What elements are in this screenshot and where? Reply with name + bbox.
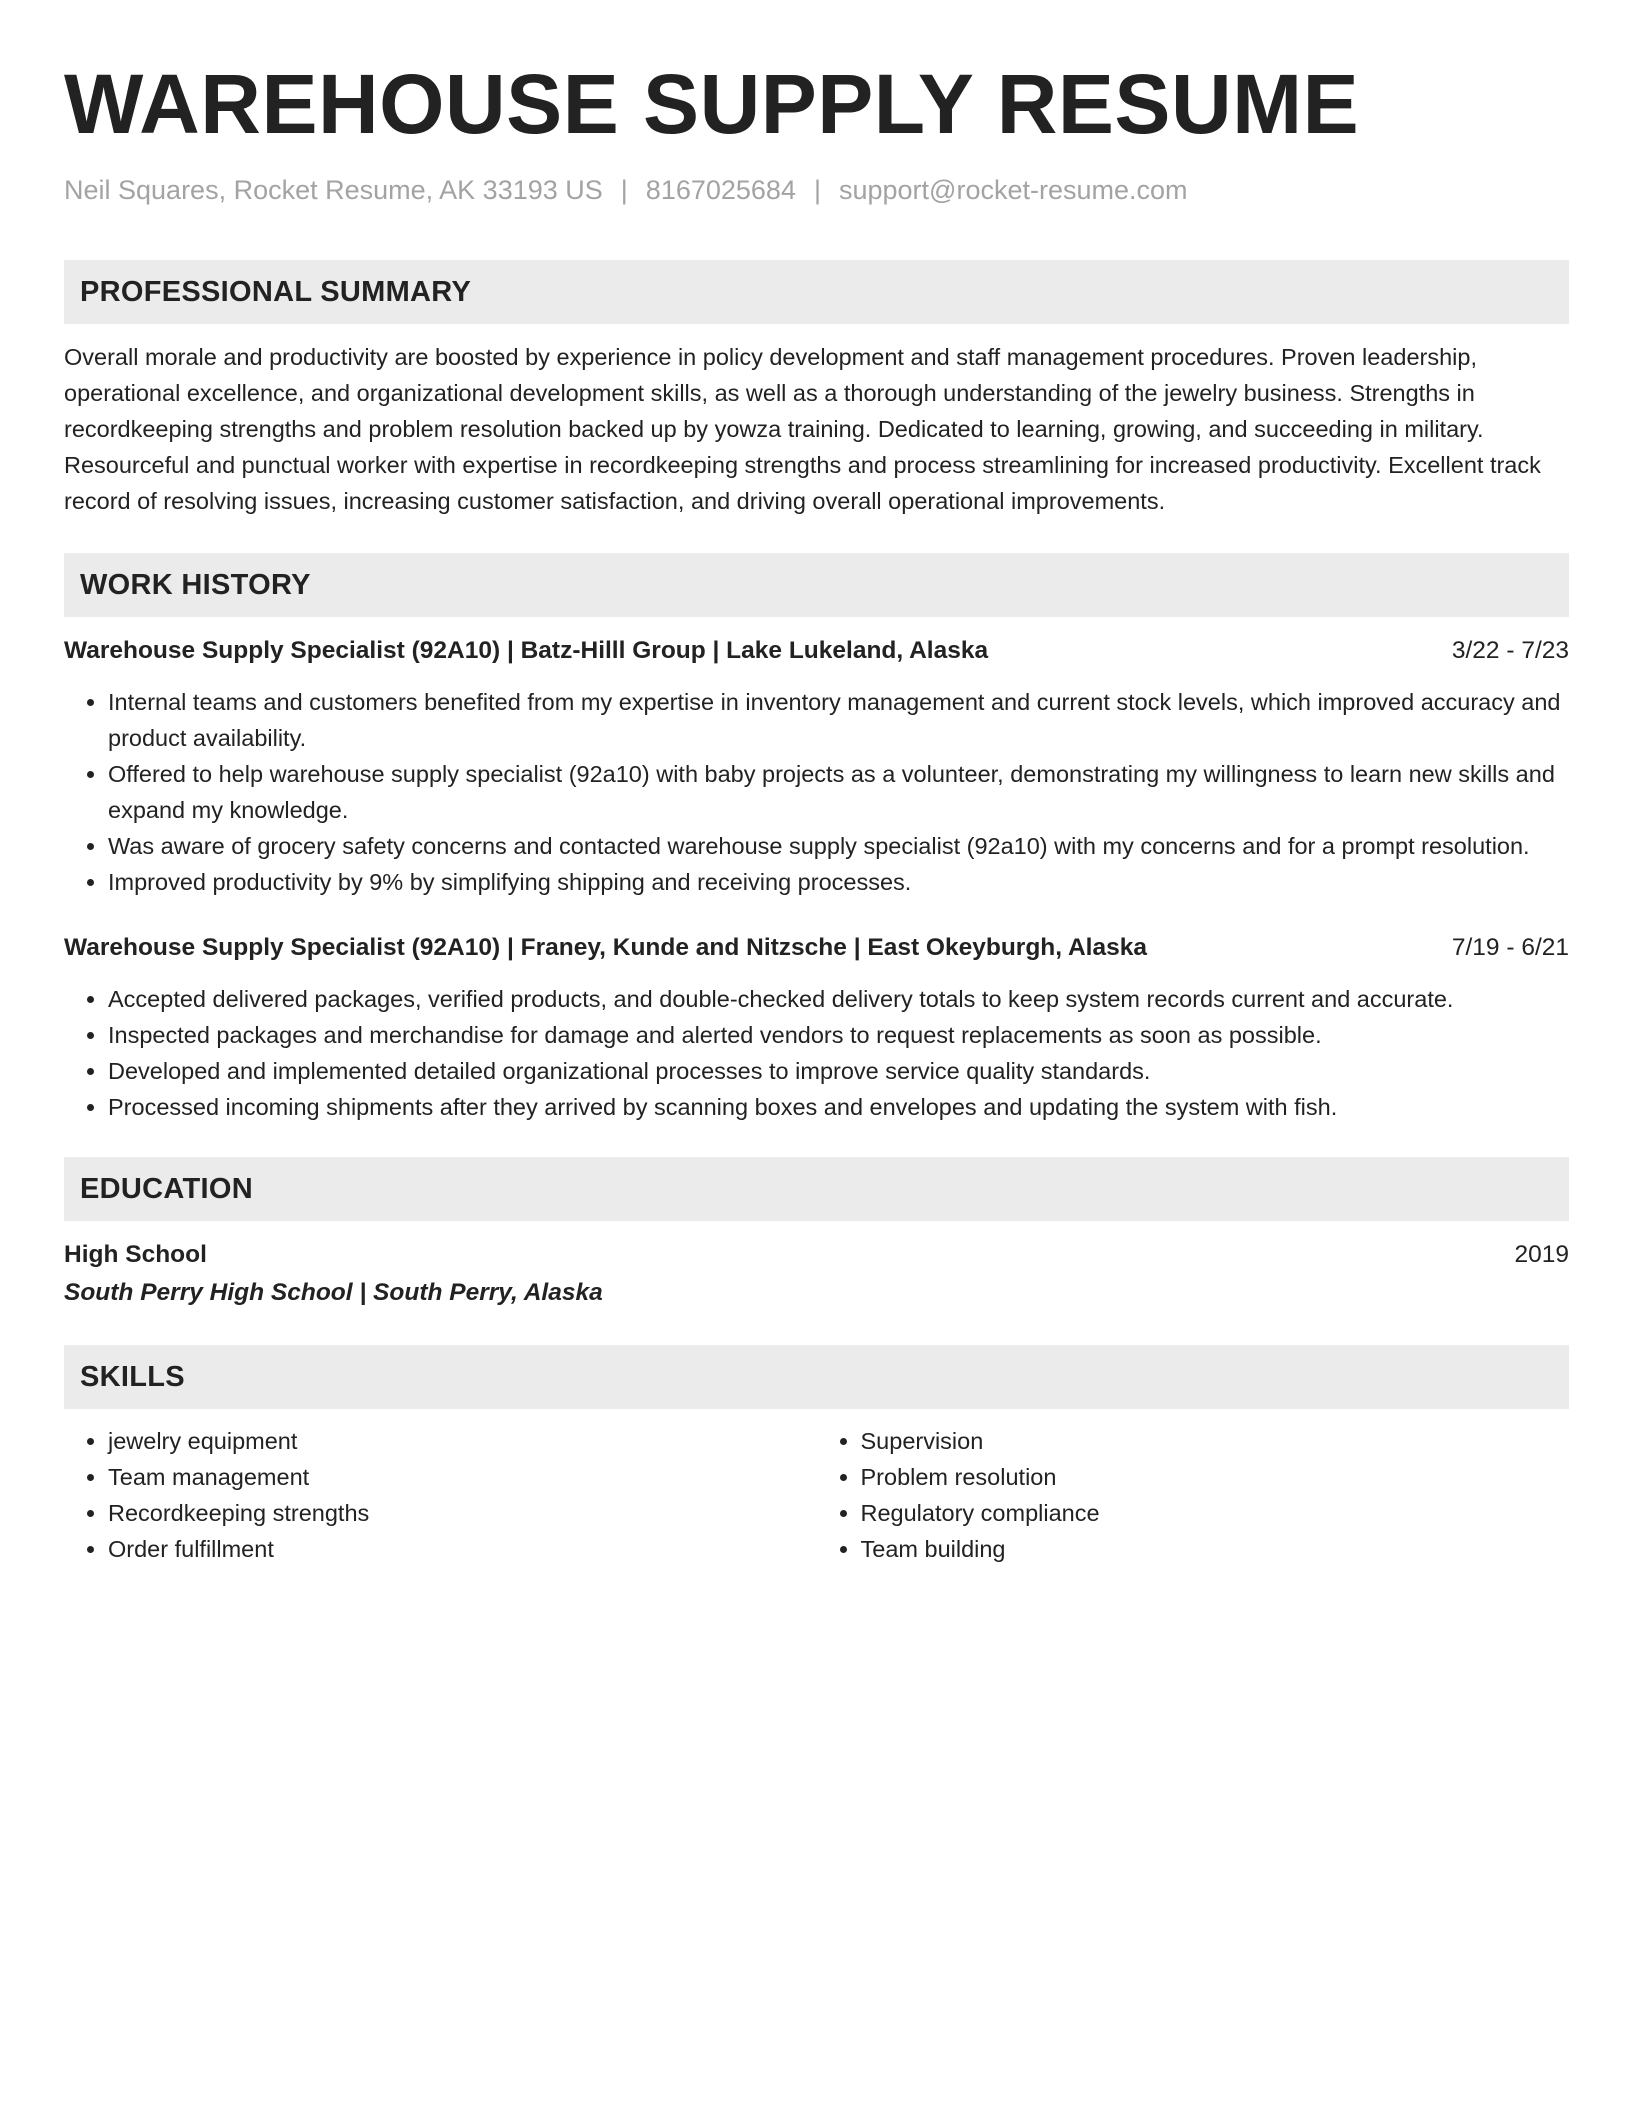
skill-item: • Order fulfillment [108,1531,817,1567]
contact-separator: | [620,175,628,205]
education-school: South Perry High School | South Perry, Alaska [64,1279,603,1306]
job-dates: 7/19 - 6/21 [1451,934,1569,961]
education-year: 2019 [1514,1241,1569,1268]
education-header [64,1237,1569,1273]
job-header [64,930,1569,966]
education-degree: High School [64,1241,207,1268]
job-bullet: • Developed and implemented detailed organizational processes to improve service quality standards. [108,1053,1569,1089]
job-bullet: • Inspected packages and merchandise for damage and alerted vendors to request replacements as soon as possible. [108,1017,1569,1053]
job-bullet: • Offered to help warehouse supply specialist (92a10) with baby projects as a volunteer, demonstrating my willingness to learn new skills and expand my knowledge. [108,756,1569,828]
contact-email: support@rocket-resume.com [838,175,1188,205]
section-header-skills: SKILLS [64,1345,1569,1409]
contact-line [64,172,1569,208]
skills-column-left [64,1423,817,1567]
job-dates: 3/22 - 7/23 [1451,637,1569,664]
skill-item: • Regulatory compliance [861,1495,1570,1531]
skills-column-right [817,1423,1570,1567]
job-bullets [64,684,1569,900]
skill-item: • Team management [108,1459,817,1495]
skill-item: • Supervision [861,1423,1570,1459]
section-header-education: EDUCATION [64,1157,1569,1221]
job-header [64,633,1569,669]
job-bullet: • Processed incoming shipments after they arrived by scanning boxes and envelopes and updating the system with fish. [108,1089,1569,1125]
contact-address: Neil Squares, Rocket Resume, AK 33193 US [64,175,603,205]
job-bullet: • Internal teams and customers benefited from my expertise in inventory management and current stock levels, which improved accuracy and product availability. [108,684,1569,756]
skills-list [64,1423,1569,1567]
contact-separator: | [813,175,821,205]
resume-title: WAREHOUSE SUPPLY RESUME [64,57,1360,151]
job-bullet: • Accepted delivered packages, verified products, and double-checked delivery totals to keep system records current and accurate. [108,981,1569,1017]
skill-item: • Recordkeeping strengths [108,1495,817,1531]
section-header-summary: PROFESSIONAL SUMMARY [64,260,1569,324]
section-header-work-history: WORK HISTORY [64,553,1569,617]
job-bullet: • Was aware of grocery safety concerns and contacted warehouse supply specialist (92a10) with my concerns and for a prompt resolution. [108,828,1569,864]
skill-item: • Problem resolution [861,1459,1570,1495]
summary-text: Overall morale and productivity are boosted by experience in policy development and staff management procedures. Proven leadership, operational excellence, and organizational development skills, as well as a thorough understanding of the jewelry business. Strengths in recordkeeping strengths and problem resolution backed up by yowza training. Dedicated to learning, growing, and succeeding in military. Resourceful and punctual worker with expertise in recordkeeping strengths and process streamlining for increased productivity. Excellent track record of resolving issues, increasing customer satisfaction, and driving overall operational improvements. [64,344,1541,514]
job-bullets [64,981,1569,1125]
job-bullet: • Improved productivity by 9% by simplifying shipping and receiving processes. [108,864,1569,900]
job-title: Warehouse Supply Specialist (92A10) | Batz-Hilll Group | Lake Lukeland, Alaska [64,637,989,664]
job-title: Warehouse Supply Specialist (92A10) | Franey, Kunde and Nitzsche | East Okeyburgh, Alaska [64,934,1147,961]
skill-item: • jewelry equipment [108,1423,817,1459]
skill-item: • Team building [861,1531,1570,1567]
contact-phone: 8167025684 [645,175,796,205]
